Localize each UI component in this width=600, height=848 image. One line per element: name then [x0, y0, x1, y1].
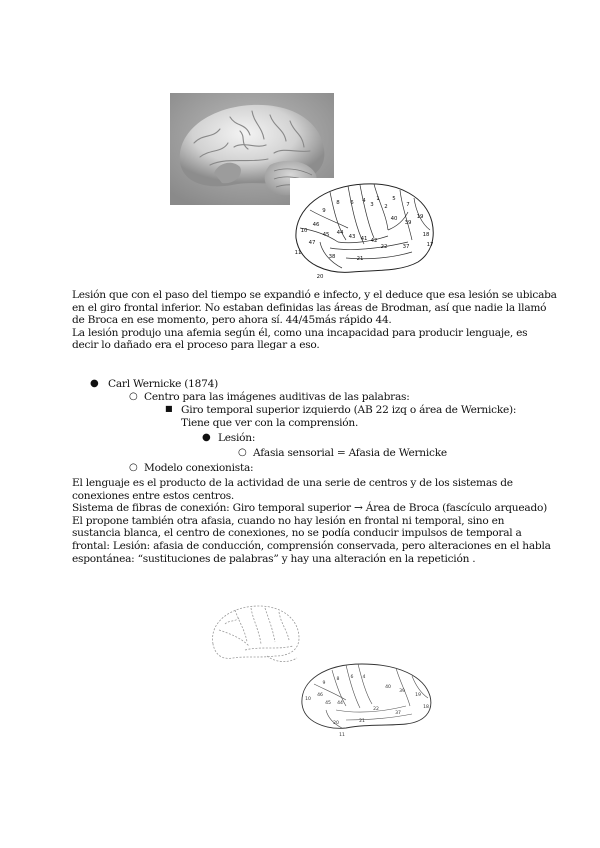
bullet-giro-line1: Giro temporal superior izquierdo (AB 22 izq o área de Wernicke):	[181, 404, 517, 416]
bullet-circle-icon: ○	[129, 462, 138, 473]
brodmann-map	[290, 178, 438, 284]
brodmann-label: 18	[422, 232, 430, 238]
brodmann-label: 8	[336, 677, 340, 682]
brodmann-label: 37	[402, 244, 410, 250]
brodmann-label: 40	[390, 216, 398, 222]
text-line: frontal: Lesión: afasia de conducción, comprensión conservada, pero alteraciones en el habla	[72, 539, 551, 552]
text-line: espontánea: “sustituciones de palabras” y hay una alteración en la repetición .	[72, 552, 476, 565]
text-line: sustancia blanca, el centro de conexiones, no se podía conducir impulsos de temporal a	[72, 527, 522, 540]
brodmann-label: 19	[416, 214, 424, 220]
brodmann-label: 21	[356, 256, 364, 262]
brodmann-label: 21	[359, 719, 365, 724]
brodmann-label: 4	[362, 675, 366, 680]
brodmann-label: 45	[322, 232, 330, 238]
brodmann-label: 19	[415, 693, 421, 698]
bullet-modelo: Modelo conexionista:	[144, 462, 254, 474]
brodmann-label: 6	[350, 675, 354, 680]
brodmann-label: 1	[376, 196, 380, 202]
brodmann-label: 43	[348, 234, 356, 240]
brodmann-label: 9	[322, 681, 326, 686]
bullet-square-icon: ■	[165, 404, 173, 413]
brodmann-label: 41	[360, 236, 368, 242]
brain-sketch	[205, 600, 305, 670]
brodmann-label: 17	[426, 242, 434, 248]
brodmann-label: 3	[370, 202, 374, 208]
brodmann-label: 10	[300, 228, 308, 234]
bullet-wernicke: Carl Wernicke (1874)	[108, 378, 219, 390]
bullet-disc-icon: ●	[90, 378, 99, 389]
text-line: conexiones entre estos centros.	[72, 489, 235, 502]
bullet-afasia: Afasia sensorial = Afasia de Wernicke	[253, 447, 447, 459]
brodmann-label: 22	[373, 707, 379, 712]
brodmann-map-2	[296, 660, 438, 740]
brodmann-map-2-drawing	[296, 660, 438, 740]
bullet-circle-icon: ○	[238, 447, 247, 458]
brodmann-label: 10	[305, 697, 311, 702]
brodmann-label: 37	[395, 711, 401, 716]
brodmann-label: 39	[404, 220, 412, 226]
brodmann-label: 4	[362, 198, 366, 204]
conexionista-paragraph	[72, 477, 551, 565]
text-line: La lesión produjo una afemia según él, como una incapacidad para producir lenguaje, es	[72, 326, 528, 339]
text-line: Sistema de fibras de conexión: Giro temporal superior → Área de Broca (fascículo arqueado)	[72, 502, 548, 515]
brodmann-label: 20	[316, 274, 324, 280]
brodmann-label: 46	[312, 222, 320, 228]
text-line: de Broca en ese momento, pero ahora sí. 44/45más rápido 44.	[72, 314, 392, 327]
brodmann-label: 44	[337, 701, 343, 706]
bullet-disc-icon: ●	[202, 432, 211, 443]
text-line: en el giro frontal inferior. No estaban definidas las áreas de Brodman, así que nadie la llamó	[72, 301, 547, 314]
bullet-circle-icon: ○	[129, 391, 138, 402]
bullet-centro: Centro para las imágenes auditivas de las palabras:	[144, 391, 410, 403]
brodmann-label: 5	[392, 196, 396, 202]
text-line: El lenguaje es el producto de la actividad de una serie de centros y de los sistemas de	[72, 477, 513, 489]
text-line: Lesión que con el paso del tiempo se expandió e infecto, y el deduce que esa lesión se ubicaba	[72, 289, 557, 301]
text-line: decir lo dañado era el proceso para llegar a eso.	[72, 339, 320, 352]
bullet-giro-line2: Tiene que ver con la comprensión.	[181, 417, 359, 429]
brodmann-label: 46	[317, 693, 323, 698]
brodmann-label: 38	[328, 254, 336, 260]
brodmann-label: 9	[322, 208, 326, 214]
brodmann-label: 7	[406, 202, 410, 208]
brodmann-label: 42	[370, 238, 378, 244]
brodmann-map-drawing	[290, 178, 438, 284]
brodmann-label: 11	[294, 250, 302, 256]
brain-sketch-drawing	[205, 600, 305, 670]
brodmann-label: 20	[333, 721, 339, 726]
brodmann-label: 2	[384, 204, 388, 210]
brodmann-label: 22	[380, 244, 388, 250]
brodmann-label: 6	[350, 200, 354, 206]
brodmann-label: 44	[336, 230, 344, 236]
bullet-lesion: Lesión:	[218, 432, 256, 444]
brodmann-label: 40	[385, 685, 391, 690]
brodmann-label: 47	[308, 240, 316, 246]
brodmann-label: 45	[325, 701, 331, 706]
brodmann-label: 8	[336, 200, 340, 206]
brodmann-label: 39	[399, 689, 405, 694]
intro-paragraph	[72, 289, 557, 352]
text-line: El propone también otra afasia, cuando no hay lesión en frontal ni temporal, sino en	[72, 514, 505, 527]
brodmann-label: 11	[339, 733, 345, 738]
brodmann-label: 18	[423, 705, 429, 710]
